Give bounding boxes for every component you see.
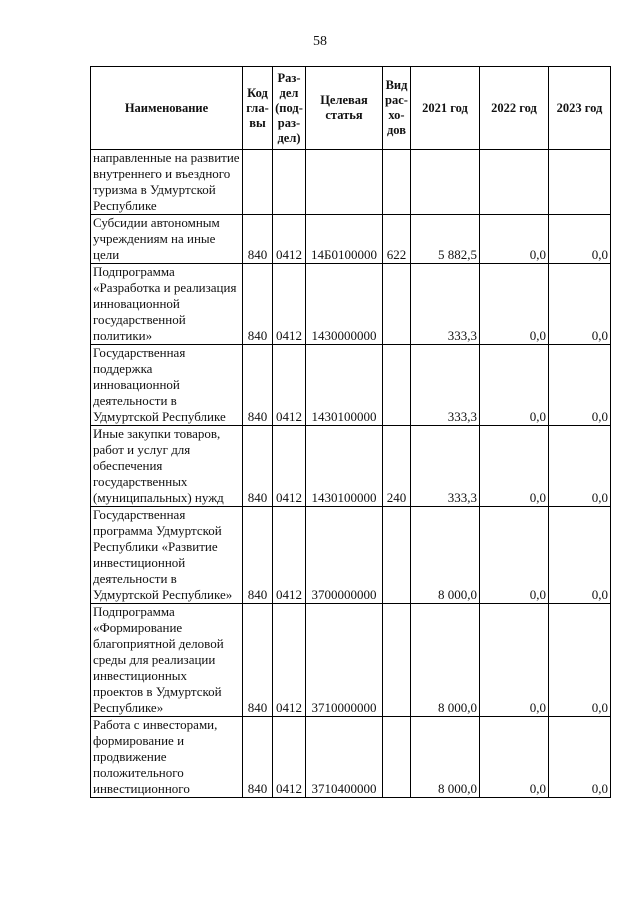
table-row [91,717,611,798]
row-2021: 8 000,0 [411,717,480,798]
row-target: 14Б0100000 [306,215,383,264]
header-row [91,67,611,150]
row-code: 840 [243,717,273,798]
row-section [273,150,306,215]
row-target: 1430100000 [306,426,383,507]
row-name: Работа с инвесторами, формирование и продвижение положительного инвестиционного [91,717,243,798]
row-2022: 0,0 [480,345,549,426]
table-row [91,345,611,426]
row-2023: 0,0 [549,264,611,345]
table-row [91,215,611,264]
table-row [91,507,611,604]
table-row [91,150,611,215]
row-expense-type [383,717,411,798]
table-row [91,426,611,507]
row-expense-type [383,264,411,345]
header-section: Раз-дел (под-раз-дел) [273,67,306,150]
row-code [243,150,273,215]
row-name: Государственная программа Удмуртской Республики «Развитие инвестиционной деятельности в Удмуртской Республике» [91,507,243,604]
header-name: Наименование [91,67,243,150]
header-2022: 2022 год [480,67,549,150]
row-section: 0412 [273,604,306,717]
row-2023: 0,0 [549,215,611,264]
row-name: Субсидии автономным учреждениям на иные цели [91,215,243,264]
row-target: 3710000000 [306,604,383,717]
row-code: 840 [243,345,273,426]
row-name: Иные закупки товаров, работ и услуг для обеспечения государственных (муниципальных) нужд [91,426,243,507]
row-section: 0412 [273,345,306,426]
row-section: 0412 [273,717,306,798]
row-2022: 0,0 [480,717,549,798]
budget-table [90,66,611,798]
row-2021: 8 000,0 [411,507,480,604]
row-2021: 333,3 [411,264,480,345]
row-2023: 0,0 [549,717,611,798]
row-section: 0412 [273,507,306,604]
row-section: 0412 [273,426,306,507]
row-code: 840 [243,507,273,604]
header-2021: 2021 год [411,67,480,150]
row-expense-type [383,150,411,215]
row-name: Государственная поддержка инновационной деятельности в Удмуртской Республике [91,345,243,426]
row-section: 0412 [273,264,306,345]
row-2022: 0,0 [480,507,549,604]
row-2023: 0,0 [549,604,611,717]
header-expense-type: Вид рас-хо-дов [383,67,411,150]
row-2022: 0,0 [480,604,549,717]
row-section: 0412 [273,215,306,264]
row-code: 840 [243,215,273,264]
page-number: 58 [313,34,327,49]
table-row [91,604,611,717]
row-2021 [411,150,480,215]
row-code: 840 [243,604,273,717]
row-2022: 0,0 [480,215,549,264]
row-expense-type [383,604,411,717]
row-2022: 0,0 [480,264,549,345]
row-code: 840 [243,426,273,507]
header-2023: 2023 год [549,67,611,150]
row-2022 [480,150,549,215]
row-2021: 333,3 [411,426,480,507]
row-target: 1430000000 [306,264,383,345]
row-2021: 8 000,0 [411,604,480,717]
row-2023 [549,150,611,215]
row-code: 840 [243,264,273,345]
row-expense-type: 622 [383,215,411,264]
row-expense-type [383,345,411,426]
row-2023: 0,0 [549,345,611,426]
row-target: 3700000000 [306,507,383,604]
table-row [91,264,611,345]
row-name: Подпрограмма «Формирование благоприятной деловой среды для реализации инвестиционных проектов в Удмуртской Республике» [91,604,243,717]
row-2023: 0,0 [549,507,611,604]
row-2022: 0,0 [480,426,549,507]
row-2023: 0,0 [549,426,611,507]
row-target [306,150,383,215]
row-expense-type: 240 [383,426,411,507]
row-target: 3710400000 [306,717,383,798]
row-name: направленные на развитие внутреннего и въездного туризма в Удмуртской Республике [91,150,243,215]
row-target: 1430100000 [306,345,383,426]
row-2021: 333,3 [411,345,480,426]
header-target: Целевая статья [306,67,383,150]
row-name: Подпрограмма «Разработка и реализация инновационной государственной политики» [91,264,243,345]
row-2021: 5 882,5 [411,215,480,264]
header-code: Код гла-вы [243,67,273,150]
row-expense-type [383,507,411,604]
